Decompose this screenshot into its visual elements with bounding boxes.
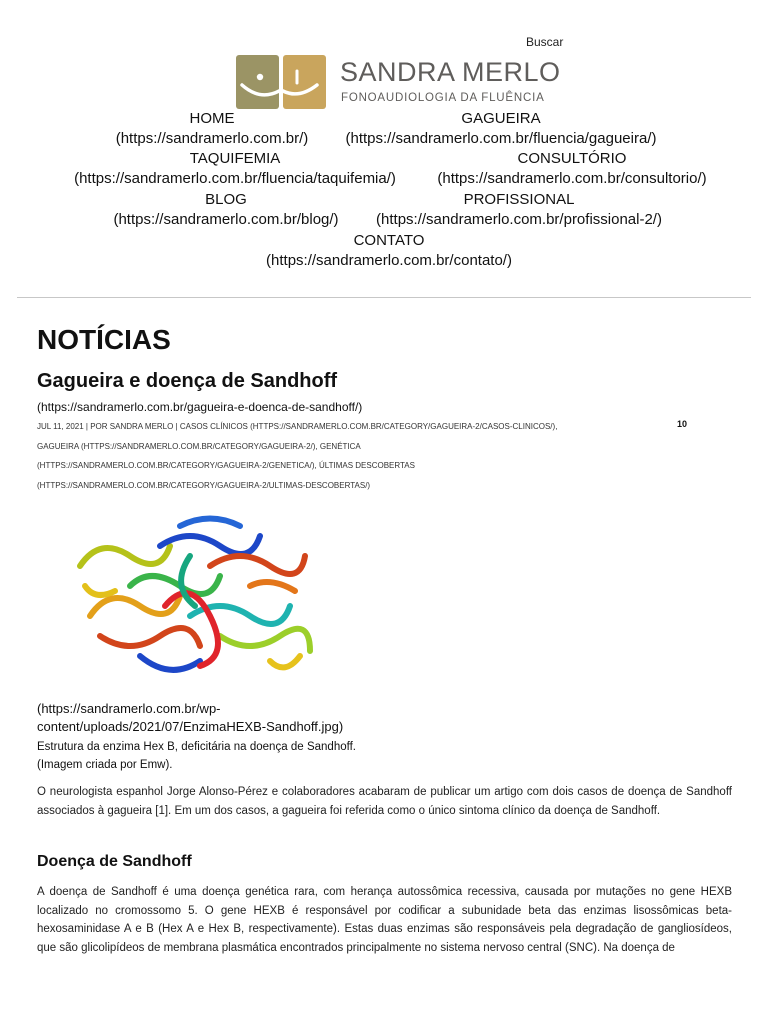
nav-item-taquifemia[interactable] <box>58 149 412 189</box>
logo-left-tile <box>236 55 279 109</box>
nav-item-label: CONSULTÓRIO <box>517 150 627 167</box>
comment-count[interactable]: 10 <box>677 419 688 429</box>
nav-item-blog[interactable] <box>100 190 352 230</box>
nav-item-url: (https://sandramerlo.com.br/fluencia/taquifemia/) <box>74 170 396 187</box>
logo-right-tile <box>283 55 326 109</box>
nav-item-label: TAQUIFEMIA <box>189 150 281 167</box>
wink-icon <box>283 55 326 109</box>
image-caption: Estrutura da enzima Hex B, deficitária na doença de Sandhoff. (Imagem criada por Emw). <box>37 741 356 771</box>
nav-item-consultorio[interactable] <box>422 149 722 189</box>
nav-item-contato[interactable] <box>239 231 539 271</box>
nav-item-label: CONTATO <box>353 232 425 249</box>
section-paragraph: A doença de Sandhoff é uma doença genética rara, com herança autossômica recessiva, causada por mutações no gene HEXB localizado no cromossomo 5. O gene HEXB é responsável por codificar a subunidade beta das enzimas lisossômicas beta-hexosaminidase A e B (Hex A e Hex B, respectivamente). Estas duas enzimas são responsáveis pela degradação de gangliosídeos, que são glicolipídeos de membrana plasmática encontrados principalmente no sistema nervoso central (SNC). Na doença de <box>37 886 732 954</box>
nav-item-url: (https://sandramerlo.com.br/) <box>115 130 309 147</box>
nav-item-label: HOME <box>189 110 235 127</box>
nav-item-url: (https://sandramerlo.com.br/fluencia/gagueira/) <box>345 130 657 147</box>
header-divider <box>17 297 751 298</box>
intro-paragraph: O neurologista espanhol Jorge Alonso-Pérez e colaboradores acabaram de publicar um artigo com dois casos de doença de Sandhoff associados à gagueira [1]. Em um dos casos, a gagueira foi referida como o único sintoma clínico da doença de Sandhoff. <box>37 786 732 817</box>
post-title[interactable]: Gagueira e doença de Sandhoff <box>37 370 338 392</box>
nav-item-label: BLOG <box>205 191 247 208</box>
section-title: Doença de Sandhoff <box>37 853 192 870</box>
nav-item-label: GAGUEIRA <box>461 110 541 127</box>
search-link[interactable]: Buscar <box>526 35 564 49</box>
post-url[interactable]: (https://sandramerlo.com.br/gagueira-e-doenca-de-sandhoff/) <box>37 400 363 414</box>
nav-item-profissional[interactable] <box>360 190 678 230</box>
image-url[interactable]: (https://sandramerlo.com.br/wp-content/uploads/2021/07/EnzimaHEXB-Sandhoff.jpg) <box>37 701 344 734</box>
logo-name: SANDRA MERLO <box>340 57 561 87</box>
nav-item-url: (https://sandramerlo.com.br/contato/) <box>266 252 512 269</box>
protein-structure-image <box>70 506 315 696</box>
logo-tagline: FONOAUDIOLOGIA DA FLUÊNCIA <box>341 92 545 104</box>
site-logo[interactable] <box>236 55 561 111</box>
nav-item-label: PROFISSIONAL <box>463 191 575 208</box>
page-title: NOTÍCIAS <box>37 324 171 355</box>
nav-item-gagueira[interactable] <box>330 109 672 149</box>
nav-item-url: (https://sandramerlo.com.br/consultorio/) <box>437 170 707 187</box>
post-meta: JUL 11, 2021 | POR SANDRA MERLO | CASOS CLÍNICOS (HTTPS://SANDRAMERLO.COM.BR/CATEGORY/GAGUEIRA-2/CASOS-CLINICOS/), GAGUEIRA (HTTPS://SANDRAMERLO.COM.BR/CATEGORY/GAGUEIRA-2/), GENÉTICA (HTTPS://SANDRAMERLO.COM.BR/CATEGORY/GAGUEIRA-2/GENETICA/), ÚLTIMAS DESCOBERTAS (HTTPS://SANDRAMERLO.COM.BR/CATEGORY/GAGUEIRA-2/ULTIMAS-DESCOBERTAS/) <box>37 422 558 490</box>
nav-item-home[interactable] <box>92 109 332 149</box>
nav-item-url: (https://sandramerlo.com.br/profissional-2/) <box>376 211 662 228</box>
smile-icon <box>236 55 279 109</box>
post-image[interactable] <box>70 506 315 696</box>
nav-item-url: (https://sandramerlo.com.br/blog/) <box>113 211 339 228</box>
